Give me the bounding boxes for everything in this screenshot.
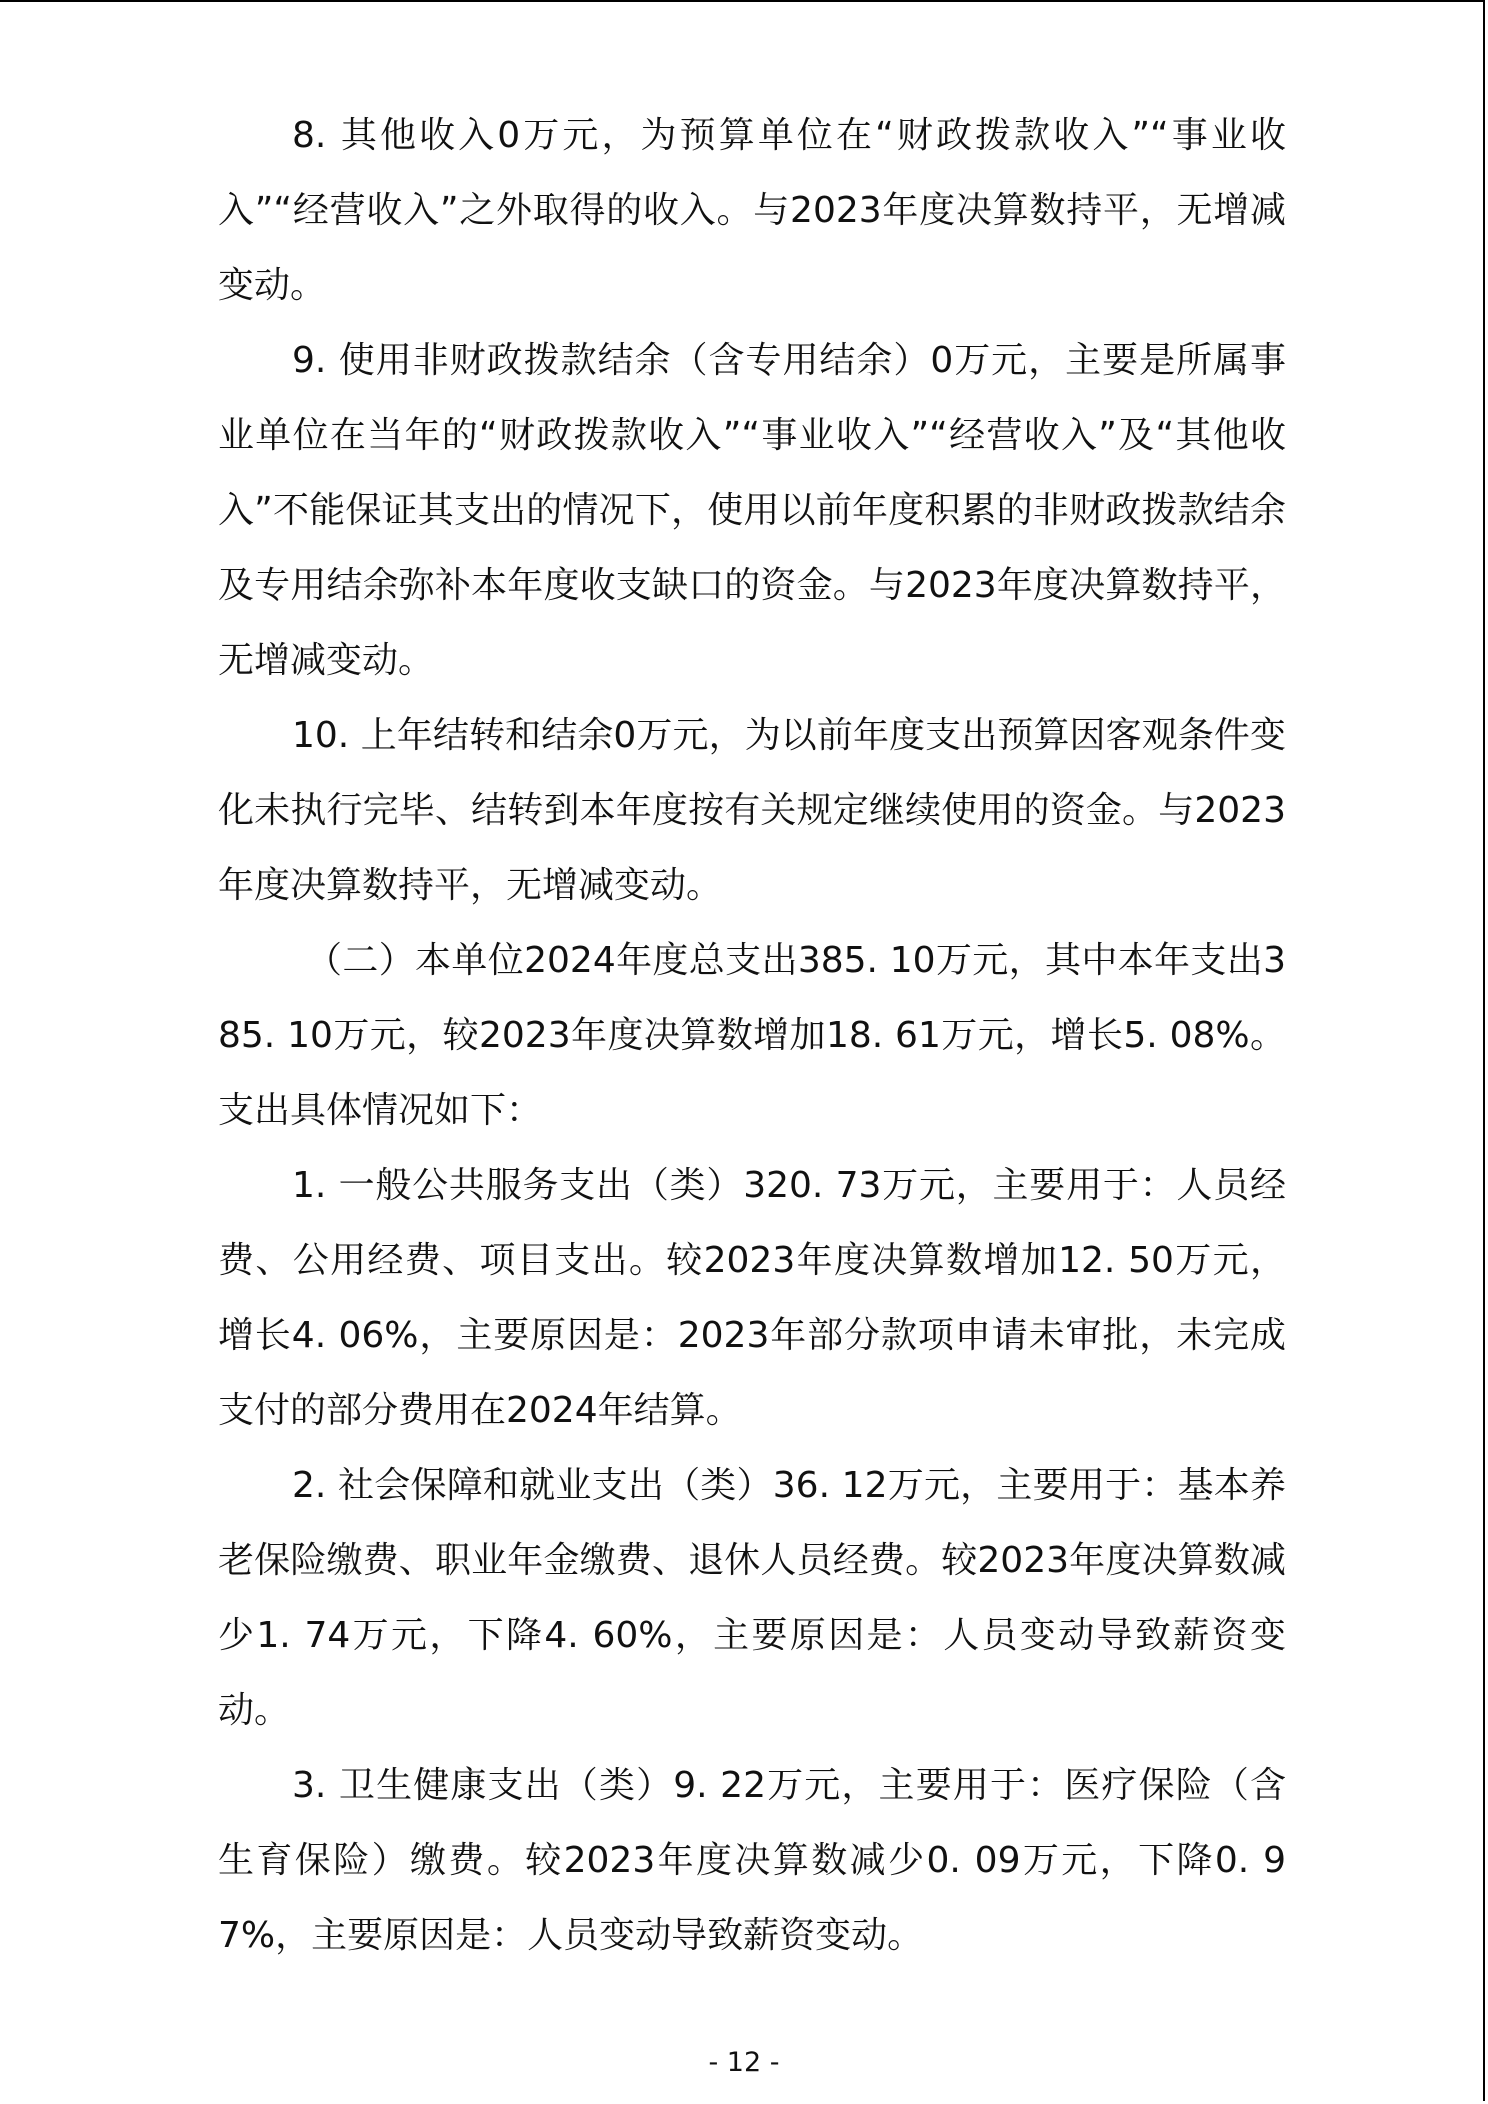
paragraph-general-public-services: 1. 一般公共服务支出（类）320. 73万元，主要用于：人员经费、公用经费、项目支出。较2023年度决算数增加12. 50万元，增长4. 06%，主要原因是：2023年部分款项申请未审批，未完成支付的部分费用在2024年结算。: [218, 1165, 1286, 1431]
paragraph-other-income: 8. 其他收入0万元，为预算单位在“财政拨款收入”“事业收入”“经营收入”之外取得的收入。与2023年度决算数持平，无增减变动。: [218, 115, 1286, 306]
paragraph-social-security: 2. 社会保障和就业支出（类）36. 12万元，主要用于：基本养老保险缴费、职业年金缴费、退休人员经费。较2023年度决算数减少1. 74万元，下降4. 60%，主要原因是：人员变动导致薪资变动。: [218, 1465, 1286, 1731]
page-number: - 12 -: [708, 2047, 780, 2078]
paragraph-carryover: 10. 上年结转和结余0万元，为以前年度支出预算因客观条件变化未执行完毕、结转到本年度按有关规定继续使用的资金。与2023年度决算数持平，无增减变动。: [218, 715, 1286, 906]
paragraph-health: 3. 卫生健康支出（类）9. 22万元，主要用于：医疗保险（含生育保险）缴费。较2023年度决算数减少0. 09万元，下降0. 97%，主要原因是：人员变动导致薪资变动。: [218, 1765, 1286, 1956]
paragraph-total-expenditure: （二）本单位2024年度总支出385. 10万元，其中本年支出385. 10万元，较2023年度决算数增加18. 61万元，增长5. 08%。支出具体情况如下：: [218, 940, 1286, 1131]
paragraph-non-fiscal-balance: 9. 使用非财政拨款结余（含专用结余）0万元，主要是所属事业单位在当年的“财政拨款收入”“事业收入”“经营收入”及“其他收入”不能保证其支出的情况下，使用以前年度积累的非财政拨款结余及专用结余弥补本年度收支缺口的资金。与2023年度决算数持平，无增减变动。: [218, 340, 1286, 681]
document-body: [218, 98, 1286, 1973]
